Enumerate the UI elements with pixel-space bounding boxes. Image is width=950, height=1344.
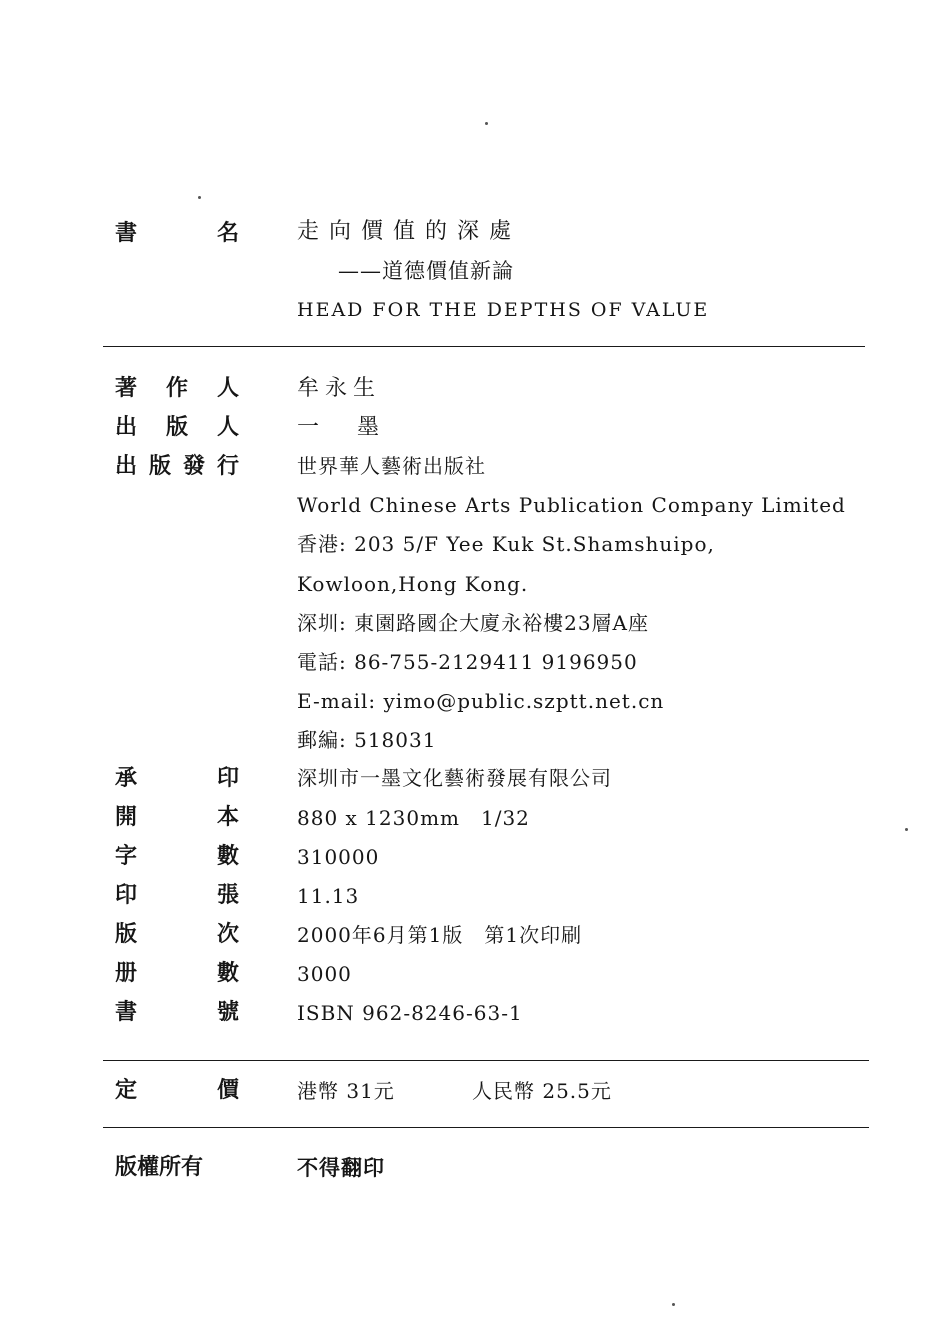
distribution-label: 出 版 發 行 <box>115 454 239 479</box>
copyright-label: 版權所有 <box>115 1155 204 1180</box>
book-title-en: HEAD FOR THE DEPTHS OF VALUE <box>297 299 710 321</box>
postcode: 郵編: 518031 <box>297 728 437 752</box>
print-run-label: 册 數 <box>115 961 239 986</box>
sheets-label: 印 張 <box>115 883 239 908</box>
scan-speck <box>905 828 908 831</box>
edition-label: 版 次 <box>115 922 239 947</box>
book-title-label: 書 名 <box>115 221 239 246</box>
address-hk-line1: 香港: 203 5/F Yee Kuk St.Shamshuipo, <box>297 532 715 556</box>
divider-price-top <box>103 1060 869 1061</box>
publisher-person-value: 一 墨 <box>297 415 388 440</box>
scan-speck <box>198 196 201 199</box>
divider-top <box>103 346 865 347</box>
publisher-person-label: 出 版 人 <box>115 415 239 440</box>
isbn-label: 書 號 <box>115 1000 239 1025</box>
publisher-name-cn: 世界華人藝術出版社 <box>297 454 486 478</box>
format-value: 880 x 1230mm 1/32 <box>297 806 530 830</box>
address-shenzhen: 深圳: 東園路國企大廈永裕樓23層A座 <box>297 611 649 635</box>
word-count-label: 字 數 <box>115 844 239 869</box>
sheets-value: 11.13 <box>297 884 360 908</box>
price-rmb: 人民幣 25.5元 <box>472 1079 612 1103</box>
printer-label: 承 印 <box>115 766 239 791</box>
print-run-value: 3000 <box>297 962 352 986</box>
author-label: 著 作 人 <box>115 376 239 401</box>
printer-value: 深圳市一墨文化藝術發展有限公司 <box>297 766 612 790</box>
email: E-mail: yimo@public.szptt.net.cn <box>297 689 665 713</box>
address-hk-line2: Kowloon,Hong Kong. <box>297 572 529 596</box>
edition-value: 2000年6月第1版 第1次印刷 <box>297 923 583 947</box>
scan-speck <box>672 1303 675 1306</box>
author-value: 牟永生 <box>297 376 382 401</box>
book-subtitle-cn: ——道德價值新論 <box>338 259 514 283</box>
word-count-value: 310000 <box>297 845 380 869</box>
divider-price-bottom <box>103 1127 869 1128</box>
scan-speck <box>485 122 488 125</box>
price-label: 定 價 <box>115 1078 239 1103</box>
book-title-cn: 走向價值的深處 <box>297 219 522 244</box>
copyright-value: 不得翻印 <box>297 1156 385 1180</box>
publisher-name-en: World Chinese Arts Publication Company Limited <box>297 493 846 517</box>
format-label: 開 本 <box>115 805 239 830</box>
phone: 電話: 86-755-2129411 9196950 <box>297 650 638 674</box>
isbn-value: ISBN 962-8246-63-1 <box>297 1001 523 1025</box>
price-hkd: 港幣 31元 <box>297 1079 395 1103</box>
